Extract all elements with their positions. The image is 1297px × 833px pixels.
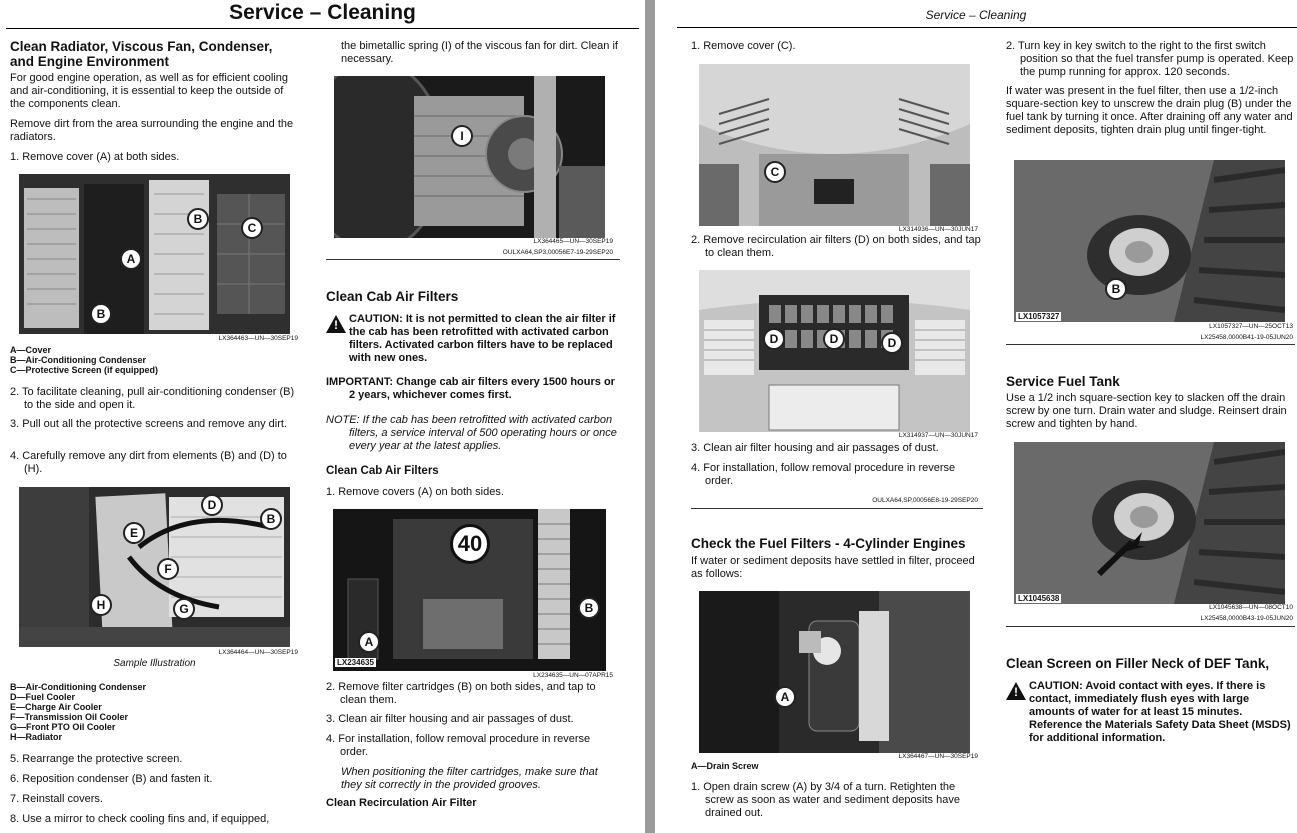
figure-id: LX1045638 xyxy=(1018,594,1060,603)
section-divider xyxy=(326,259,620,260)
legend-fuel-filter xyxy=(691,761,759,771)
cab-important: IMPORTANT: Change cab air filters every 1500 hours or 2 years, whichever comes first. xyxy=(326,376,615,401)
recirc-step-3: 3. Clean air filter housing and air passages of dust. xyxy=(691,442,939,454)
section-divider xyxy=(1006,626,1295,627)
reference-code: LX25458,0000B41-19-05JUN20 xyxy=(1200,334,1293,341)
viscous-fan-photo xyxy=(334,76,605,238)
fuel-tank-photo xyxy=(1014,442,1285,604)
callout-i: I xyxy=(451,125,473,147)
figure-code: LX1045638—UN—08OCT10 xyxy=(1209,604,1293,611)
legend-item: F—Transmission Oil Cooler xyxy=(10,712,129,722)
legend-item: E—Charge Air Cooler xyxy=(10,702,102,712)
cab-step-1: 1. Remove covers (A) on both sides. xyxy=(326,486,504,498)
cab-step-4: 4. For installation, follow removal procedure in reverse order. xyxy=(326,733,591,758)
cab-note: NOTE: If the cab has been retrofitted with activated carbon filters, a service interval of 500 operating hours or once every year at the latest applies. xyxy=(326,414,617,452)
figure-code: LX364465—UN—30SEP19 xyxy=(533,238,613,245)
callout-b: B xyxy=(187,208,209,230)
radiator-step-8: 8. Use a mirror to check cooling fins and, if equipped, xyxy=(10,813,270,825)
fuel-filters-step-2: 2. Turn key in key switch to the right to the first switch position so that the fuel transfer pump is operated. Keep the pump running for approx. 120 seconds. xyxy=(1006,40,1294,78)
cab-step-3: 3. Clean air filter housing and air passages of dust. xyxy=(326,713,574,725)
callout-f: F xyxy=(157,558,179,580)
recirc-cover-photo xyxy=(699,64,970,226)
reference-code: OULXA64,SP3,00056E7-19-29SEP20 xyxy=(502,249,613,256)
callout-c: C xyxy=(764,161,786,183)
radiator-step-3: 3. Pull out all the protective screens and remove any dirt. xyxy=(10,418,287,430)
legend-item: G—Front PTO Oil Cooler xyxy=(10,722,116,732)
water-in-filter-text: If water was present in the fuel filter, then use a 1/2-inch square-section key to unscrew the drain plug (B) under the fuel tank by turning it once. After draining off any water and sediment deposits, tighten drain plug until finger-tight. xyxy=(1006,85,1293,136)
radiator-step-1: 1. Remove cover (A) at both sides. xyxy=(10,151,180,163)
figure-code: LX364463—UN—30SEP19 xyxy=(218,335,298,342)
fuel-filters-intro: If water or sediment deposits have settled in filter, proceed as follows: xyxy=(691,555,975,580)
page-gutter xyxy=(645,0,655,833)
radiator-step-6: 6. Reposition condenser (B) and fasten it. xyxy=(10,773,213,785)
legend-item: A—Cover xyxy=(10,345,52,355)
figure-code: LX314937—UN—30JUN17 xyxy=(898,432,978,439)
legend-item: C—Protective Screen (if equipped) xyxy=(10,365,159,375)
fuel-tank-title: Service Fuel Tank xyxy=(1006,374,1120,389)
radiator-step-5: 5. Rearrange the protective screen. xyxy=(10,753,183,765)
radiator-step-4: 4. Carefully remove any dirt from elements (B) and (D) to (H). xyxy=(10,450,287,475)
fuel-filter-photo xyxy=(699,591,970,753)
figure-code: LX364467—UN—30SEP19 xyxy=(898,753,978,760)
callout-d: D xyxy=(763,328,785,350)
callout-h: H xyxy=(90,594,112,616)
recirc-step-4: 4. For installation, follow removal procedure in reverse order. xyxy=(691,462,956,487)
figure-caption: Sample Illustration xyxy=(113,658,196,669)
speed-sign: 40 xyxy=(450,524,490,564)
recirc-step-2: 2. Remove recirculation air filters (D) on both sides, and tap to clean them. xyxy=(691,234,981,259)
fuel-tank-text: Use a 1/2 inch square-section key to slacken off the drain screw by one turn. Drain water and sludge. Reinsert drain screw and tighten by hand. xyxy=(1006,392,1287,430)
recirc-step-1: 1. Remove cover (C). xyxy=(691,40,796,52)
legend-fig2 xyxy=(10,682,146,742)
figure-id: LX1057327 xyxy=(1018,312,1060,321)
callout-e: E xyxy=(123,522,145,544)
fuel-filters-step-1: 1. Open drain screw (A) by 3/4 of a turn. Retighten the screw as soon as water and sediment deposits have drained out. xyxy=(691,781,960,819)
callout-b: B xyxy=(90,303,112,325)
section-divider xyxy=(1006,344,1295,345)
callout-g: G xyxy=(173,598,195,620)
legend-item: B—Air-Conditioning Condenser xyxy=(10,682,146,692)
warning-icon xyxy=(326,315,346,333)
cab-italic-note: When positioning the filter cartridges, make sure that they sit correctly in the provided grooves. xyxy=(341,766,598,791)
legend-item: D—Fuel Cooler xyxy=(10,692,76,702)
callout-a: A xyxy=(774,686,796,708)
cab-filters-title: Clean Cab Air Filters xyxy=(326,289,459,304)
figure-id: LX234635 xyxy=(337,658,374,667)
cab-filter-photo xyxy=(333,509,606,671)
header-rule xyxy=(677,27,1297,28)
def-caution: CAUTION: Avoid contact with eyes. If there is contact, immediately flush eyes with large amounts of water for at least 15 minutes. Reference the Materials Safety Data Sheet (MSDS) for additional information. xyxy=(1029,680,1291,744)
cab-filters-subtitle: Clean Cab Air Filters xyxy=(326,465,439,477)
fuel-filters-title: Check the Fuel Filters - 4-Cylinder Engines xyxy=(691,536,966,551)
callout-d: D xyxy=(881,332,903,354)
left-page xyxy=(0,0,645,833)
callout-b: B xyxy=(578,597,600,619)
reference-code: OULXA64,SP,00056E8-19-29SEP20 xyxy=(872,497,978,504)
callout-d: D xyxy=(823,328,845,350)
legend-item: B—Air-Conditioning Condenser xyxy=(10,355,146,365)
callout-a: A xyxy=(120,248,142,270)
callout-c: C xyxy=(241,217,263,239)
coolers-photo xyxy=(19,487,290,647)
section-divider xyxy=(691,508,983,509)
radiator-cover-photo xyxy=(19,174,290,334)
warning-icon xyxy=(1006,682,1026,700)
reference-code: LX25458,0000B43-19-05JUN20 xyxy=(1200,615,1293,622)
right-page xyxy=(655,0,1297,833)
remove-dirt-text: Remove dirt from the area surrounding the engine and the radiators. xyxy=(10,118,294,143)
figure-code: LX1057327—UN—25OCT13 xyxy=(1209,323,1293,330)
header-rule xyxy=(6,28,639,29)
legend-fig1 xyxy=(10,345,158,375)
cab-step-2: 2. Remove filter cartridges (B) on both sides, and tap to clean them. xyxy=(326,681,596,706)
figure-code: LX314936—UN—30JUN17 xyxy=(898,226,978,233)
page-title-right: Service – Cleaning xyxy=(925,8,1027,22)
cab-caution: CAUTION: It is not permitted to clean the air filter if the cab has been retrofitted with activated carbon filters. Activated carbon filters have to be replaced with new ones. xyxy=(349,313,616,364)
callout-b: B xyxy=(260,508,282,530)
legend-item: H—Radiator xyxy=(10,732,63,742)
figure-code: LX234635—UN—07APR15 xyxy=(533,672,613,679)
radiator-step-7: 7. Reinstall covers. xyxy=(10,793,103,805)
recirc-filter-title: Clean Recirculation Air Filter xyxy=(326,797,477,809)
page-title-left: Service – Cleaning xyxy=(229,1,416,24)
radiator-step-8-continued: the bimetallic spring (I) of the viscous fan for dirt. Clean if necessary. xyxy=(341,40,618,65)
figure-code: LX364464—UN—30SEP19 xyxy=(218,649,298,656)
callout-a: A xyxy=(358,631,380,653)
def-screen-title: Clean Screen on Filler Neck of DEF Tank, xyxy=(1006,656,1270,671)
callout-b: B xyxy=(1105,278,1127,300)
recirc-filters-photo xyxy=(699,270,970,432)
drain-plug-photo xyxy=(1014,160,1285,322)
radiator-intro: For good engine operation, as well as for efficient cooling and air-conditioning, it is essential to keep the outside of the components clean. xyxy=(10,72,289,110)
callout-d: D xyxy=(201,494,223,516)
legend-item: A—Drain Screw xyxy=(691,761,759,771)
radiator-section-title: Clean Radiator, Viscous Fan, Condenser, and Engine Environment xyxy=(10,39,273,69)
radiator-step-2: 2. To facilitate cleaning, pull air-conditioning condenser (B) to the side and open it. xyxy=(10,386,295,411)
